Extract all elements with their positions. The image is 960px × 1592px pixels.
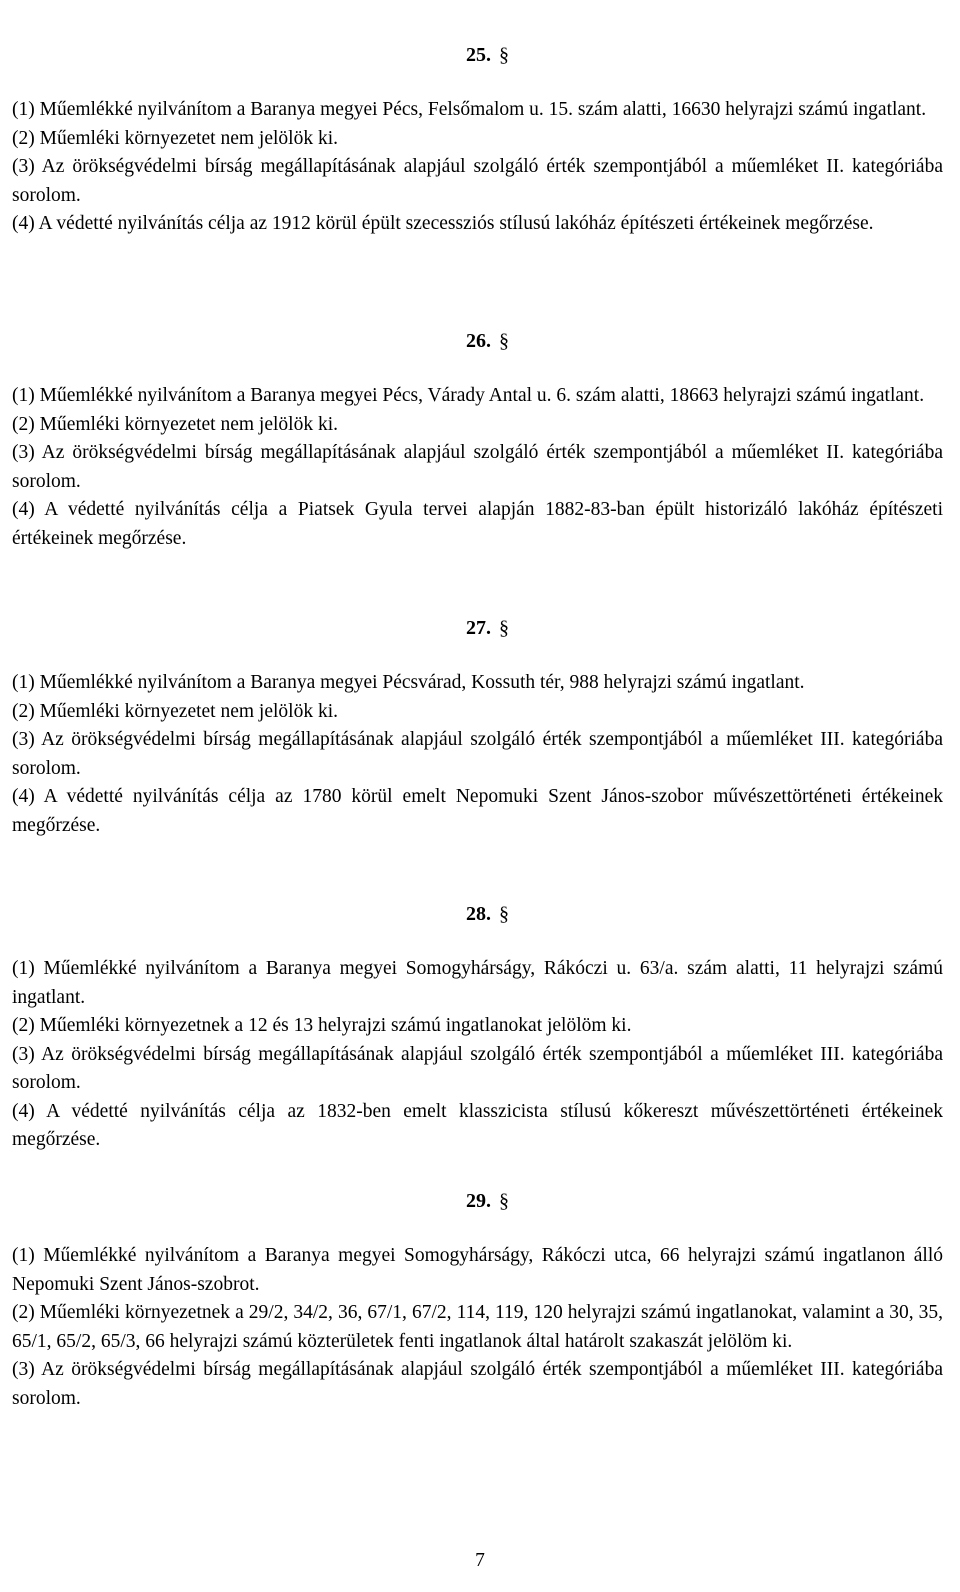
section-27	[12, 614, 943, 840]
section-sign: §	[499, 1190, 509, 1212]
paragraph-3: (3) Az örökségvédelmi bírság megállapításának alapjául szolgáló érték szempontjából a műemléket III. kategóriába sorolom.	[12, 1043, 943, 1093]
paragraph-1: (1) Műemlékké nyilvánítom a Baranya megyei Pécs, Várady Antal u. 6. szám alatti, 18663 helyrajzi számú ingatlant.	[12, 385, 925, 406]
paragraph-3: (3) Az örökségvédelmi bírság megállapításának alapjául szolgáló érték szempontjából a műemléket II. kategóriába sorolom.	[12, 442, 943, 492]
paragraph-1: (1) Műemlékké nyilvánítom a Baranya megyei Pécs, Felsőmalom u. 15. szám alatti, 16630 helyrajzi számú ingatlant.	[12, 99, 927, 120]
paragraph-4: (4) A védetté nyilvánítás célja az 1912 körül épült szecessziós stílusú lakóház építészeti értékeinek megőrzése.	[12, 213, 874, 234]
section-heading	[12, 900, 943, 928]
section-26	[12, 327, 943, 553]
paragraph-2: (2) Műemléki környezetet nem jelölök ki.	[12, 700, 338, 722]
section-sign: §	[499, 903, 509, 925]
paragraph-1: (1) Műemlékké nyilvánítom a Baranya megyei Somogyhárságy, Rákóczi u. 63/a. szám alatti, 11 helyrajzi számú ingatlant.	[12, 958, 943, 1008]
section-number: 29.	[466, 1190, 491, 1212]
section-sign: §	[499, 44, 509, 66]
paragraph-3: (3) Az örökségvédelmi bírság megállapításának alapjául szolgáló érték szempontjából a műemléket III. kategóriába sorolom.	[12, 729, 943, 779]
section-number: 27.	[466, 617, 491, 639]
paragraph-2: (2) Műemléki környezetet nem jelölök ki.	[12, 127, 338, 149]
paragraph-4: (4) A védetté nyilvánítás célja a Piatsek Gyula tervei alapján 1882-83-ban épült historizáló lakóház építészeti értékeinek megőrzése.	[12, 499, 943, 549]
paragraph-2: (2) Műemléki környezetet nem jelölök ki.	[12, 413, 338, 435]
section-28	[12, 900, 943, 1155]
paragraph-3: (3) Az örökségvédelmi bírság megállapításának alapjául szolgáló érték szempontjából a műemléket III. kategóriába sorolom.	[12, 1359, 943, 1409]
paragraph-2: (2) Műemléki környezetnek a 29/2, 34/2, 36, 67/1, 67/2, 114, 119, 120 helyrajzi számú ingatlanokat, valamint a 30, 35, 65/1, 65/2, 65/3, 66 helyrajzi számú közterületek fenti ingatlanok által határolt szakaszát jelölöm ki.	[12, 1302, 943, 1352]
section-29	[12, 1187, 943, 1413]
paragraph-2: (2) Műemléki környezetnek a 12 és 13 helyrajzi számú ingatlanokat jelölöm ki.	[12, 1015, 632, 1036]
paragraph-3: (3) Az örökségvédelmi bírság megállapításának alapjául szolgáló érték szempontjából a műemléket II. kategóriába sorolom.	[12, 156, 943, 206]
section-number: 26.	[466, 330, 491, 352]
paragraph-1: (1) Műemlékké nyilvánítom a Baranya megyei Somogyhárságy, Rákóczi utca, 66 helyrajzi számú ingatlanon álló Nepomuki Szent János-szobrot.	[12, 1245, 943, 1295]
section-heading	[12, 1187, 943, 1215]
paragraph-1: (1) Műemlékké nyilvánítom a Baranya megyei Pécsvárad, Kossuth tér, 988 helyrajzi számú ingatlant.	[12, 672, 805, 693]
section-number: 25.	[466, 44, 491, 66]
section-sign: §	[499, 330, 509, 352]
section-heading	[12, 41, 943, 69]
section-number: 28.	[466, 903, 491, 925]
section-heading	[12, 614, 943, 642]
paragraph-4: (4) A védetté nyilvánítás célja az 1780 körül emelt Nepomuki Szent János-szobor művészettörténeti értékeinek megőrzése.	[12, 786, 943, 836]
section-heading	[12, 327, 943, 355]
page-number: 7	[475, 1550, 485, 1571]
section-sign: §	[499, 617, 509, 639]
section-25	[12, 41, 943, 239]
paragraph-4: (4) A védetté nyilvánítás célja az 1832-ben emelt klasszicista stílusú kőkereszt művészettörténeti értékeinek megőrzése.	[12, 1100, 943, 1150]
